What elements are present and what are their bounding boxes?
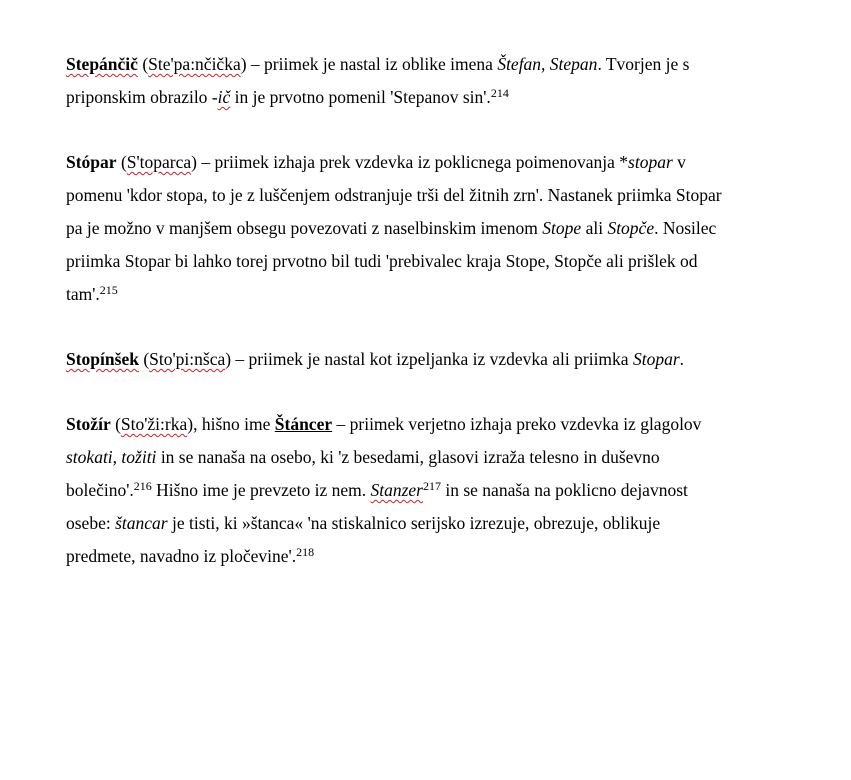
footnote-ref: 214 [490,86,509,100]
text-line [66,146,790,179]
text-run: ( [138,349,150,369]
text-run: je tisti, ki »štanca« 'na stiskalnico serijsko izrezuje, obrezuje, oblikuje [167,513,661,533]
text-run: – priimek verjetno izhaja preko vzdevka iz glagolov [332,414,702,434]
text-run: stokati, tožiti [66,447,157,467]
text-run: Sto'ži:rka [120,414,188,434]
text-run: Stopínšek [66,349,139,369]
text-run: Sto'pi:nšca [149,349,226,369]
text-run: ( [137,54,149,74]
text-run: in se nanaša na poklicno dejavnost [440,480,688,500]
text-run: . [679,349,685,369]
text-line [66,441,790,474]
text-run: in se nanaša na osebo, ki 'z besedami, glasovi izraža telesno in duševno [156,447,660,467]
text-run: . Tvorjen je s [597,54,690,74]
text-run: Štáncer [274,414,333,434]
text-run: pomenu 'kdor stopa, to je z luščenjem odstranjuje trši del žitnih zrn'. Nastanek priimka Stopar [66,185,722,205]
text-run: stopar [628,152,673,172]
text-line [66,245,790,278]
text-run: ) – priimek izhaja prek vzdevka iz poklicnega poimenovanja * [191,152,629,172]
text-run: - [211,87,218,107]
entry-stopinsek [66,343,790,376]
text-line [66,278,790,311]
text-run: ( [116,152,127,172]
text-run: predmete, navadno iz pločevine'. [66,546,297,566]
footnote-ref: 218 [296,545,315,559]
document-page [66,48,790,605]
text-run: osebe: [66,513,116,533]
text-run: v [672,152,686,172]
text-run: ), hišno ime [187,414,275,434]
text-line [66,343,790,376]
text-run: . Nosilec [654,218,717,238]
text-line [66,81,790,114]
text-line [66,474,790,507]
footnote-ref: 217 [422,479,441,493]
text-run: Stopče [607,218,655,238]
text-run: Stepánčič [66,54,138,74]
text-run: ič [217,87,231,107]
text-run: Stanzer [370,480,423,500]
text-run: Stópar [66,152,117,172]
text-run: pa je možno v manjšem obsegu povezovati z naselbinskim imenom [66,218,543,238]
text-line [66,48,790,81]
text-run: štancar [115,513,168,533]
text-run: ) – priimek je nastal kot izpeljanka iz vzdevka ali priimka [225,349,633,369]
text-line [66,408,790,441]
text-run: Stopar [632,349,680,369]
entry-stozir [66,408,790,573]
text-run: ( [110,414,121,434]
text-line [66,179,790,212]
text-run: priimka Stopar bi lahko torej prvotno bil tudi 'prebivalec kraja Stope, Stopče ali prišlek od [66,251,698,271]
text-run: Ste'pa:nčička [148,54,241,74]
text-run: Stožír [66,414,111,434]
text-run: ) – priimek je nastal iz oblike imena [240,54,498,74]
footnote-ref: 215 [99,283,118,297]
text-run: priponskim obrazilo [66,87,212,107]
entry-stopar [66,146,790,311]
text-line [66,507,790,540]
text-run: tam'. [66,284,100,304]
text-line [66,212,790,245]
text-run: Hišno ime je prevzeto iz nem. [151,480,371,500]
text-run: Štefan, Stepan [497,54,598,74]
text-run: ali [581,218,608,238]
text-run: Stope [542,218,582,238]
text-run: S'toparca [126,152,192,172]
text-run: bolečino'. [66,480,134,500]
entry-stepancic [66,48,790,114]
footnote-ref: 216 [133,479,152,493]
text-line [66,540,790,573]
text-run: in je prvotno pomenil 'Stepanov sin'. [230,87,491,107]
